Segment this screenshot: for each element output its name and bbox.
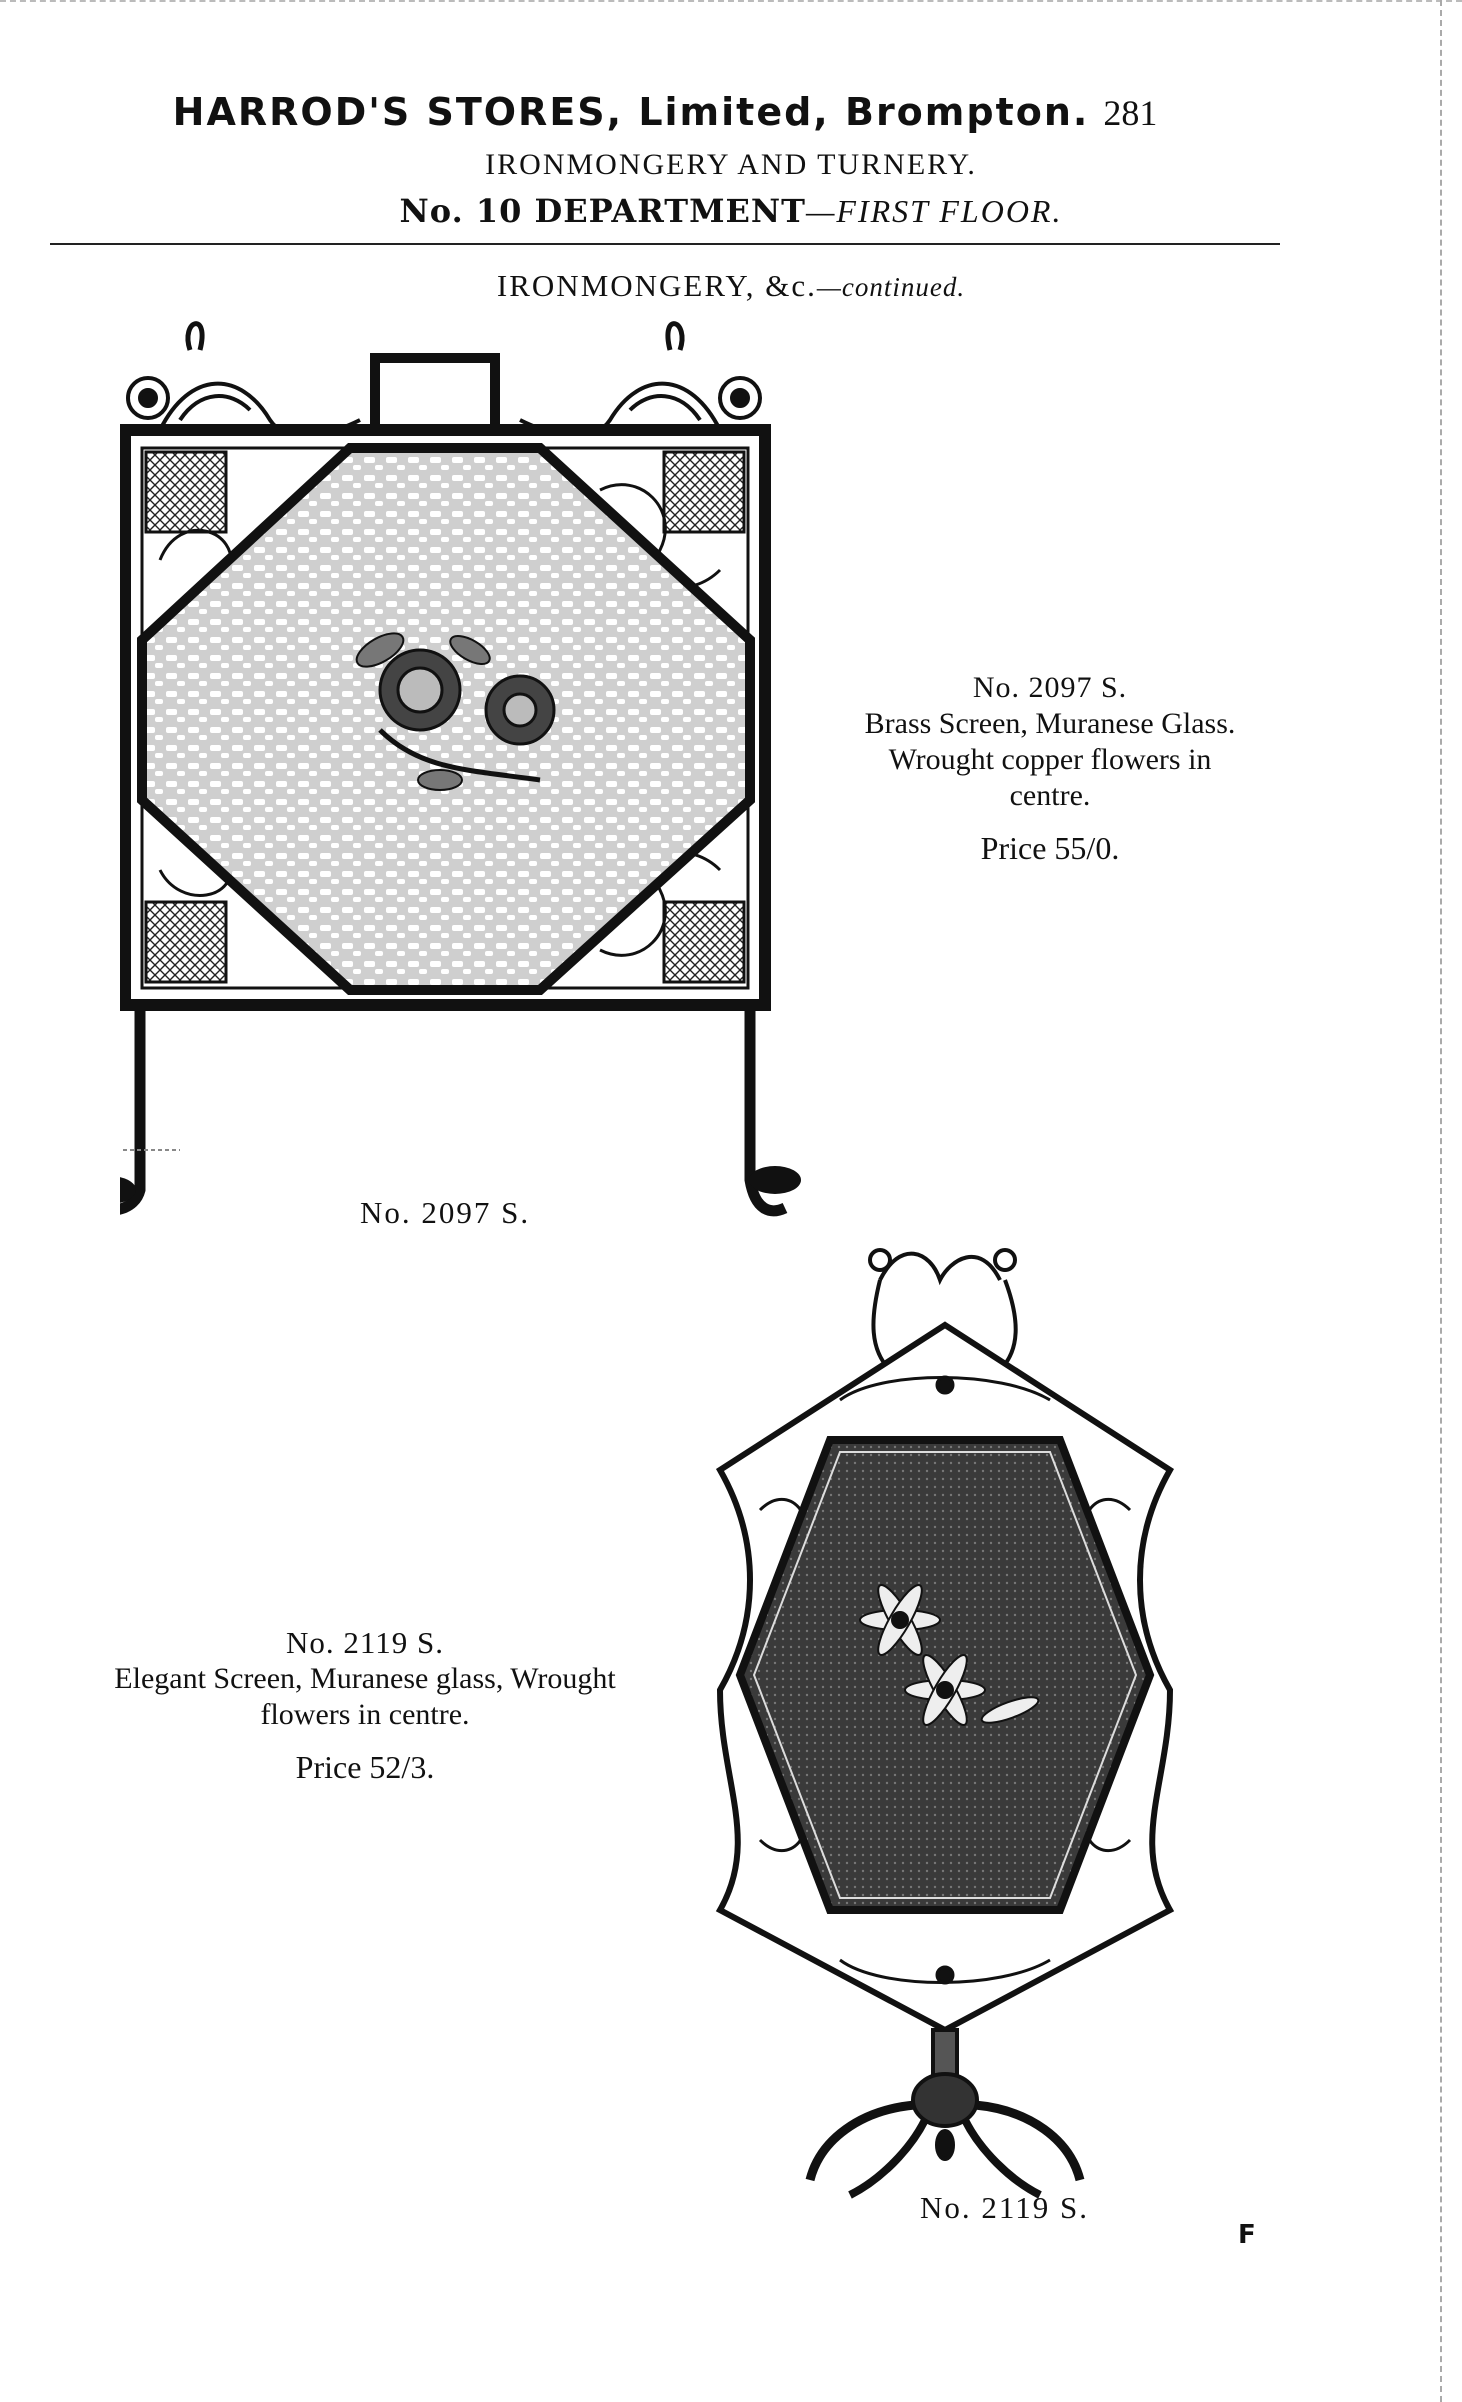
elegant-screen-illustration <box>700 1220 1300 2210</box>
item-2119-description <box>55 1625 675 1785</box>
item-2097-caption: No. 2097 S. <box>360 1195 531 1230</box>
screen-legs <box>120 1005 785 1211</box>
header-rule <box>50 243 1280 245</box>
item-2097-description <box>820 670 1280 866</box>
item-2119-desc-line1: Elegant Screen, Muranese glass, Wrought <box>114 1662 616 1695</box>
item-2119-caption: No. 2119 S. <box>920 2190 1089 2225</box>
department-label: No. 10 DEPARTMENT <box>399 192 806 230</box>
section-continued: —continued. <box>816 272 966 302</box>
signature-mark: F <box>1238 2220 1256 2250</box>
page-top-edge <box>0 0 1462 6</box>
tripod-stand <box>810 2030 1080 2195</box>
item-2119-number: No. 2119 S. <box>286 1625 444 1660</box>
department-floor: —FIRST FLOOR. <box>805 193 1063 229</box>
catalog-subtitle: IRONMONGERY AND TURNERY. <box>485 148 977 181</box>
page-header <box>50 90 1280 134</box>
section-name: IRONMONGERY, &c. <box>496 268 817 303</box>
page-number: 281 <box>1103 93 1158 133</box>
crest-right-ornament <box>520 324 760 436</box>
page-right-edge <box>1440 0 1444 2402</box>
department-line <box>0 192 1462 230</box>
crest-left-ornament <box>128 324 360 436</box>
brass-screen-illustration <box>120 310 880 1230</box>
item-2097-desc-line2: Wrought copper flowers in <box>888 743 1212 776</box>
store-name: HARROD'S STORES, Limited, Brompton. <box>172 90 1090 134</box>
item-2119-price: Price 52/3. <box>295 1749 435 1785</box>
section-title <box>0 268 1462 304</box>
item-2097-price: Price 55/0. <box>980 830 1120 866</box>
item-2097-desc-line1: Brass Screen, Muranese Glass. <box>864 707 1236 740</box>
item-2097-number: No. 2097 S. <box>972 671 1128 704</box>
item-2097-desc-line3: centre. <box>1009 779 1091 812</box>
item-2119-desc-line2: flowers in centre. <box>260 1698 470 1731</box>
